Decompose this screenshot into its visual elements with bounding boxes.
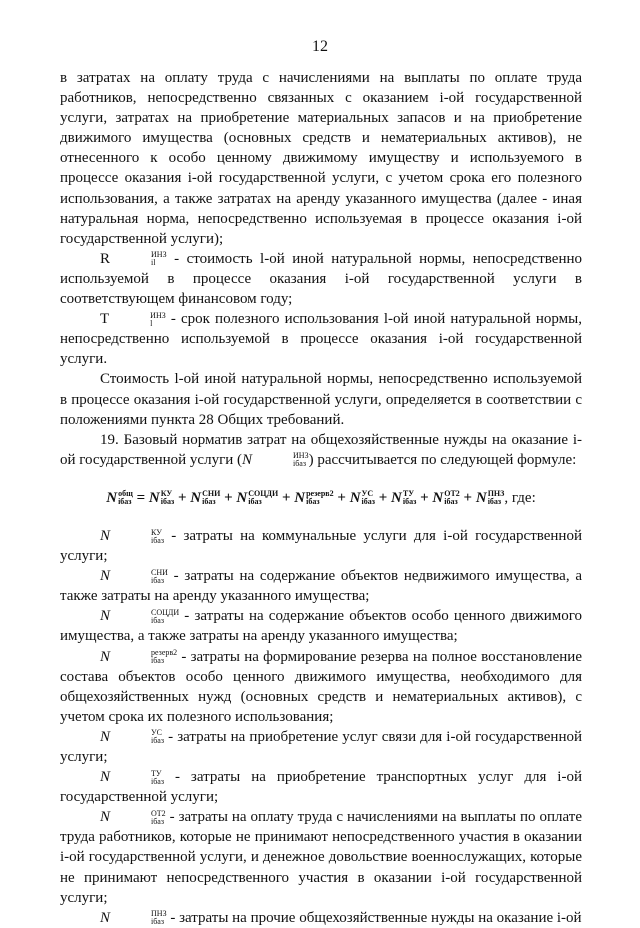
paragraph-cost-determination: Стоимость l-ой иной натуральной нормы, непосредственно используемой в процессе оказания i-ой государственной услуги, определяется в соответствии с положениями пункта 28 Общих требований. — [60, 371, 582, 428]
formula-plus: + — [333, 489, 350, 506]
definition-item — [60, 908, 582, 928]
definition-item — [60, 647, 582, 727]
formula-plus: + — [174, 489, 191, 506]
definition-item — [60, 566, 582, 606]
definition-item — [60, 606, 582, 646]
definition-text: - затраты на формирование резерва на полное восстановление состава объектов особо ценного движимого имущества, необходимого для общехозяйственных нужд (основных средств и нематериальных активов), с учетом срока их полезного использования; — [60, 648, 582, 725]
definition-item — [60, 727, 582, 767]
formula-term: N КУ iбаз — [148, 489, 175, 507]
document-body — [60, 68, 582, 928]
formula-plus: + — [416, 489, 433, 506]
formula-term: N СОЦДИ iбаз — [236, 489, 279, 507]
definition-r-ilinz: R ИНЗ il - стоимость l-ой иной натуральной нормы, непосредственно используемой в процессе оказания i-ой государственной услуги в соответствующем финансовом году; — [60, 250, 582, 308]
definition-t-linz: T ИНЗ l - срок полезного использования l-ой иной натуральной нормы, непосредственно используемой в процессе оказания i-ой государственной услуги. — [60, 310, 582, 368]
definition-item — [60, 807, 582, 907]
definition-item — [60, 526, 582, 566]
symbol-r: R ИНЗ il — [100, 250, 167, 268]
definition-text: - затраты на оплату труда с начислениями на выплаты по оплате труда работников, которые не принимают непосредственного участия в оказании i-ой государственной услуги, и денежное довольствие военнослужащих, которые не принимают непосредственного участия в оказании i-ой государственной услуги; — [60, 809, 582, 906]
paragraph-clause-19: 19. Базовый норматив затрат на общехозяйственные нужды на оказание i-ой государственной услуги (N ИНЗ iбаз ) рассчитывается по следующей формуле: — [60, 431, 582, 469]
definition-text: - затраты на содержание объектов особо ценного движимого имущества, а также затраты на аренду указанного имущества; — [60, 608, 582, 645]
definition-text: - затраты на приобретение транспортных услуг для i-ой государственной услуги; — [60, 769, 582, 806]
formula-term: N ТУ iбаз — [391, 489, 417, 507]
definition-item — [60, 767, 582, 807]
formula-plus: + — [278, 489, 295, 506]
formula-plus: + — [459, 489, 476, 506]
formula-term: N УС iбаз — [349, 489, 375, 507]
definition-symbol: N КУ iбаз — [100, 527, 165, 545]
formula-term: N общ iбаз — [106, 489, 133, 507]
definition-text: - затраты на прочие общехозяйственные нужды на оказание i-ой — [166, 909, 582, 926]
formula-term: N ОТ2 iбаз — [432, 489, 460, 507]
symbol-n-inz: N ИНЗ iбаз — [242, 451, 309, 469]
paragraph-continuation: в затратах на оплату труда с начислениями на выплаты по оплате труда работников, непосредственно связанных с оказанием i-ой государственной услуги, затратах на приобретение материальных запасов и на приобретение движимого имущества (основных средств и нематериальных активов), не отнесенного к особо ценному движимому имуществу и используемого в процессе оказания i-ой государственной услуги, с учетом срока его полезного использования, а также затратах на аренду указанного имущества (далее - иная натуральная норма, непосредственно используемая в процессе оказания i-ой государственной услуги); — [60, 70, 582, 247]
formula-suffix: , где: — [504, 489, 536, 506]
formula-general-costs — [60, 488, 582, 508]
formula-plus: + — [220, 489, 237, 506]
definition-symbol: N ПНЗ iбаз — [100, 909, 167, 927]
formula-plus: + — [374, 489, 392, 506]
page-number: 12 — [312, 38, 328, 55]
definition-text: - затраты на содержание объектов недвижимого имущества, а также затраты на аренду указанного имущества; — [60, 568, 582, 605]
definition-text: - затраты на коммунальные услуги для i-ой государственной услуги; — [60, 527, 582, 565]
formula-term: N ПНЗ iбаз — [475, 489, 505, 507]
formula-term: N СНИ iбаз — [190, 489, 221, 507]
formula-term: N резерв2 iбаз — [294, 489, 334, 507]
definition-symbol: N УС iбаз — [100, 728, 165, 746]
definition-symbol: N СОЦДИ iбаз — [100, 607, 180, 625]
formula-equals: = — [132, 489, 149, 506]
definition-symbol: N ОТ2 iбаз — [100, 808, 166, 826]
definition-text: - затраты на приобретение услуг связи для i-ой государственной услуги; — [60, 728, 582, 765]
symbol-t: T ИНЗ l — [100, 310, 166, 328]
definition-symbol: N резерв2 iбаз — [100, 648, 178, 666]
definition-symbol: N ТУ iбаз — [100, 768, 165, 786]
definitions-list — [60, 526, 582, 928]
definition-symbol: N СНИ iбаз — [100, 567, 168, 585]
